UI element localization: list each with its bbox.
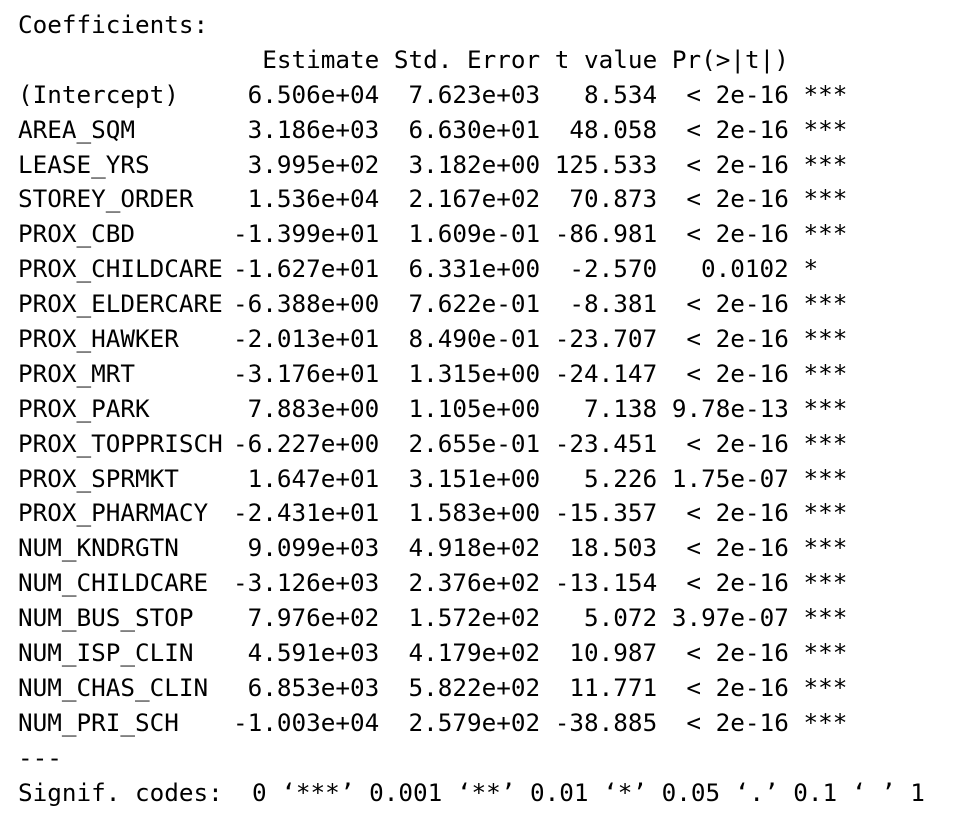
estimate-value: -6.227e+00 [233,428,380,458]
signif-stars: *** [803,568,848,598]
signif-stars: *** [803,289,848,319]
term-name: (Intercept) [18,79,179,109]
signif-codes-legend: Signif. codes: 0 ‘***’ 0.001 ‘**’ 0.01 ‘*’ 0.05 ‘.’ 0.1 ‘ ’ 1 [18,777,925,807]
t-value: 8.534 [584,79,658,109]
term-name: STOREY_ORDER [18,184,194,214]
coefficient-row [18,706,925,741]
estimate-value: -1.627e+01 [233,254,380,284]
coefficient-row [18,566,925,601]
std-error-value: 2.655e-01 [408,428,541,458]
term-name: NUM_KNDRGTN [18,533,179,563]
estimate-value: -2.431e+01 [233,498,380,528]
std-error-value: 2.376e+02 [408,568,541,598]
std-error-value: 1.609e-01 [408,219,541,249]
coefficient-row [18,671,925,706]
p-value: < 2e-16 [686,184,789,214]
coefficient-row [18,531,925,566]
p-value: 9.78e-13 [671,393,789,423]
estimate-value: 1.647e+01 [247,463,380,493]
signif-stars: * [803,254,819,284]
estimate-value: -3.176e+01 [233,358,380,388]
signif-stars: *** [803,79,848,109]
std-error-value: 2.167e+02 [408,184,541,214]
t-value: 5.226 [584,463,658,493]
t-value: 5.072 [584,603,658,633]
signif-stars: *** [803,393,848,423]
p-value: < 2e-16 [686,707,789,737]
term-name: NUM_ISP_CLIN [18,638,194,668]
column-header-t-value: t value [554,44,658,74]
signif-stars: *** [803,707,848,737]
term-name: PROX_CHILDCARE [18,254,223,284]
term-name: PROX_PARK [18,393,150,423]
estimate-value: 6.853e+03 [247,672,380,702]
t-value: -38.885 [554,707,658,737]
t-value: -15.357 [554,498,658,528]
estimate-value: 7.883e+00 [247,393,380,423]
signif-stars: *** [803,324,848,354]
signif-stars: *** [803,672,848,702]
t-value: -23.707 [554,324,658,354]
std-error-value: 6.331e+00 [408,254,541,284]
p-value: < 2e-16 [686,358,789,388]
p-value: 0.0102 [701,254,789,284]
term-name: PROX_PHARMACY [18,498,209,528]
std-error-value: 5.822e+02 [408,672,541,702]
term-name: PROX_MRT [18,358,136,388]
coefficient-row [18,392,925,427]
coefficient-row [18,182,925,217]
signif-stars: *** [803,358,848,388]
std-error-value: 1.572e+02 [408,603,541,633]
signif-stars: *** [803,184,848,214]
coefficient-row [18,357,925,392]
std-error-value: 8.490e-01 [408,324,541,354]
t-value: 11.771 [569,672,658,702]
t-value: -2.570 [569,254,658,284]
estimate-value: 3.186e+03 [247,114,380,144]
coefficient-row [18,113,925,148]
std-error-value: 7.622e-01 [408,289,541,319]
coefficient-row [18,427,925,462]
t-value: -8.381 [569,289,658,319]
estimate-value: 7.976e+02 [247,603,380,633]
t-value: -13.154 [554,568,658,598]
coefficient-row [18,78,925,113]
p-value: < 2e-16 [686,672,789,702]
std-error-value: 2.579e+02 [408,707,541,737]
estimate-value: 1.536e+04 [247,184,380,214]
t-value: -24.147 [554,358,658,388]
column-header-std-error: Std. Error [393,44,541,74]
coefficient-row [18,636,925,671]
coefficient-row [18,217,925,252]
std-error-value: 4.179e+02 [408,638,541,668]
t-value: 48.058 [569,114,658,144]
term-name: NUM_CHAS_CLIN [18,672,209,702]
estimate-value: -2.013e+01 [233,324,380,354]
coefficient-row [18,252,925,287]
p-value: < 2e-16 [686,533,789,563]
term-name: PROX_TOPPRISCH [18,428,223,458]
p-value: < 2e-16 [686,219,789,249]
signif-stars: *** [803,114,848,144]
p-value: 3.97e-07 [671,603,789,633]
coefficient-row [18,496,925,531]
t-value: 70.873 [569,184,658,214]
t-value: 7.138 [584,393,658,423]
t-value: 18.503 [569,533,658,563]
p-value: < 2e-16 [686,498,789,528]
column-header-row [18,43,925,78]
term-name: AREA_SQM [18,114,136,144]
coefficient-row [18,601,925,636]
term-name: PROX_HAWKER [18,324,179,354]
std-error-value: 7.623e+03 [408,79,541,109]
t-value: -86.981 [554,219,658,249]
p-value: < 2e-16 [686,79,789,109]
p-value: 1.75e-07 [671,463,789,493]
t-value: 125.533 [554,149,658,179]
term-name: NUM_CHILDCARE [18,568,209,598]
std-error-value: 3.151e+00 [408,463,541,493]
signif-stars: *** [803,149,848,179]
coefficient-rows [18,78,925,741]
std-error-value: 3.182e+00 [408,149,541,179]
p-value: < 2e-16 [686,428,789,458]
coefficient-row [18,462,925,497]
p-value: < 2e-16 [686,149,789,179]
coefficient-row [18,287,925,322]
signif-stars: *** [803,638,848,668]
estimate-value: -1.003e+04 [233,707,380,737]
coefficient-row [18,148,925,183]
p-value: < 2e-16 [686,114,789,144]
term-name: NUM_PRI_SCH [18,707,179,737]
std-error-value: 4.918e+02 [408,533,541,563]
term-name: PROX_SPRMKT [18,463,179,493]
signif-stars: *** [803,463,848,493]
signif-stars: *** [803,219,848,249]
estimate-value: 9.099e+03 [247,533,380,563]
coefficients-title: Coefficients: [18,10,209,39]
signif-stars: *** [803,533,848,563]
signif-stars: *** [803,603,848,633]
signif-stars: *** [803,428,848,458]
term-name: PROX_CBD [18,219,136,249]
std-error-value: 1.105e+00 [408,393,541,423]
p-value: < 2e-16 [686,638,789,668]
p-value: < 2e-16 [686,324,789,354]
estimate-value: 6.506e+04 [247,79,380,109]
std-error-value: 1.583e+00 [408,498,541,528]
coefficient-row [18,322,925,357]
t-value: -23.451 [554,428,658,458]
estimate-value: -6.388e+00 [233,289,380,319]
term-name: LEASE_YRS [18,149,150,179]
t-value: 10.987 [569,638,658,668]
signif-stars: *** [803,498,848,528]
column-header-estimate: Estimate [262,44,380,74]
std-error-value: 1.315e+00 [408,358,541,388]
p-value: < 2e-16 [686,289,789,319]
coefficients-output [18,8,925,810]
term-name: NUM_BUS_STOP [18,603,194,633]
estimate-value: -1.399e+01 [233,219,380,249]
column-header-p-value: Pr(>|t|) [671,44,789,74]
p-value: < 2e-16 [686,568,789,598]
estimate-value: -3.126e+03 [233,568,380,598]
estimate-value: 3.995e+02 [247,149,380,179]
term-name: PROX_ELDERCARE [18,289,223,319]
estimate-value: 4.591e+03 [247,638,380,668]
separator-line: --- [18,742,62,772]
std-error-value: 6.630e+01 [408,114,541,144]
